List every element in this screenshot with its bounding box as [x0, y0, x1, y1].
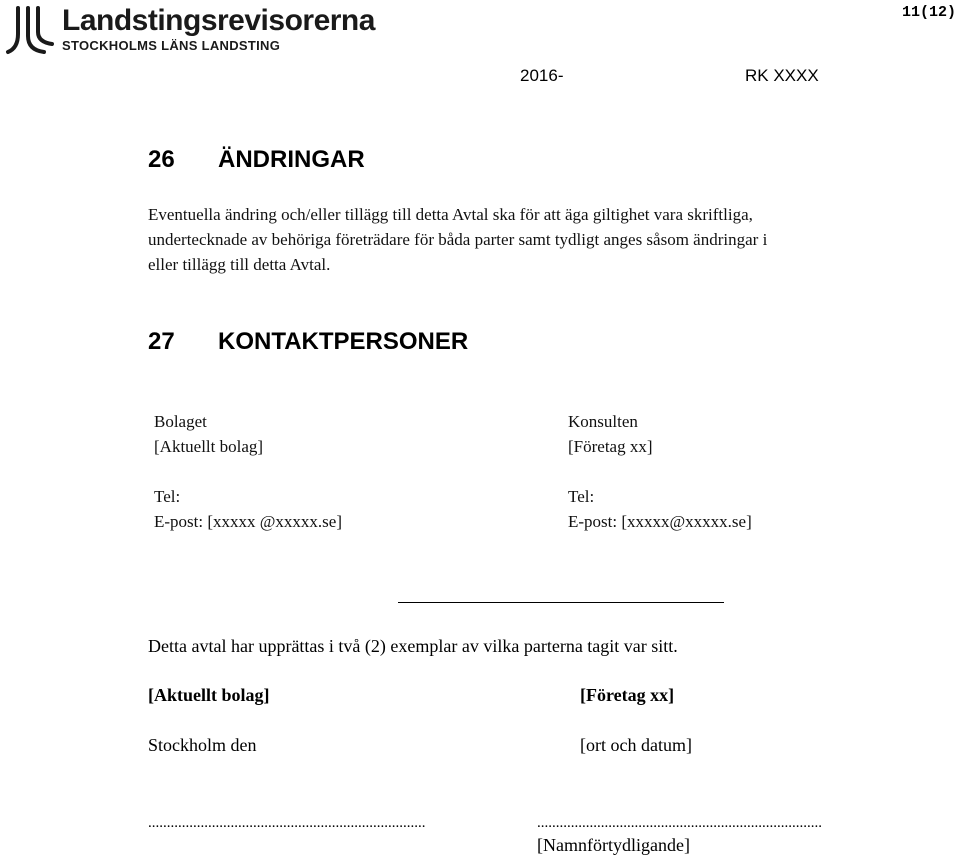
right-signature-place: [ort och datum] — [580, 735, 692, 755]
consultant-contact-tel: Tel: — [568, 487, 595, 506]
section-27-title: KONTAKTPERSONER — [218, 328, 469, 355]
company-contact-email: E-post: [xxxxx @xxxxx.se] — [154, 512, 342, 531]
left-signatory-party: [Aktuellt bolag] — [148, 685, 270, 705]
left-signature-place: Stockholm den — [148, 735, 257, 755]
company-contact-tel: Tel: — [154, 487, 181, 506]
org-subtitle: STOCKHOLMS LÄNS LANDSTING — [62, 38, 281, 53]
consultant-contact-label: Konsulten — [568, 412, 638, 431]
left-signature-dotted-line: .......................................................................... — [148, 815, 426, 831]
paragraph-line: eller tillägg till detta Avtal. — [148, 255, 331, 274]
page-number: 11(12) — [901, 4, 956, 21]
document-year: 2016- — [520, 66, 564, 85]
section-26-paragraph — [148, 202, 948, 277]
right-signature-dotted-line: ............................................................................ — [537, 815, 822, 831]
section-26-title: ÄNDRINGAR — [218, 146, 365, 173]
logo-icon — [4, 4, 56, 56]
consultant-contact-email: E-post: [xxxxx@xxxxx.se] — [568, 512, 752, 531]
right-signatory-party: [Företag xx] — [580, 685, 675, 705]
closing-statement: Detta avtal har upprättas i två (2) exemplar av vilka parterna tagit var sitt. — [148, 636, 678, 656]
name-clarification: [Namnförtydligande] — [537, 835, 690, 855]
company-contact-name: [Aktuellt bolag] — [154, 437, 264, 456]
org-name: Landstingsrevisorerna — [62, 4, 375, 37]
section-27-number: 27 — [148, 328, 175, 355]
section-26-number: 26 — [148, 146, 175, 173]
document-reference: RK XXXX — [745, 66, 819, 85]
consultant-contact-name: [Företag xx] — [568, 437, 653, 456]
separator-line — [398, 602, 724, 603]
paragraph-line: Eventuella ändring och/eller tillägg till detta Avtal ska för att äga giltighet vara skriftliga, — [148, 205, 753, 224]
company-contact-label: Bolaget — [154, 412, 207, 431]
paragraph-line: undertecknade av behöriga företrädare för båda parter samt tydligt anges såsom ändringar i — [148, 230, 768, 249]
